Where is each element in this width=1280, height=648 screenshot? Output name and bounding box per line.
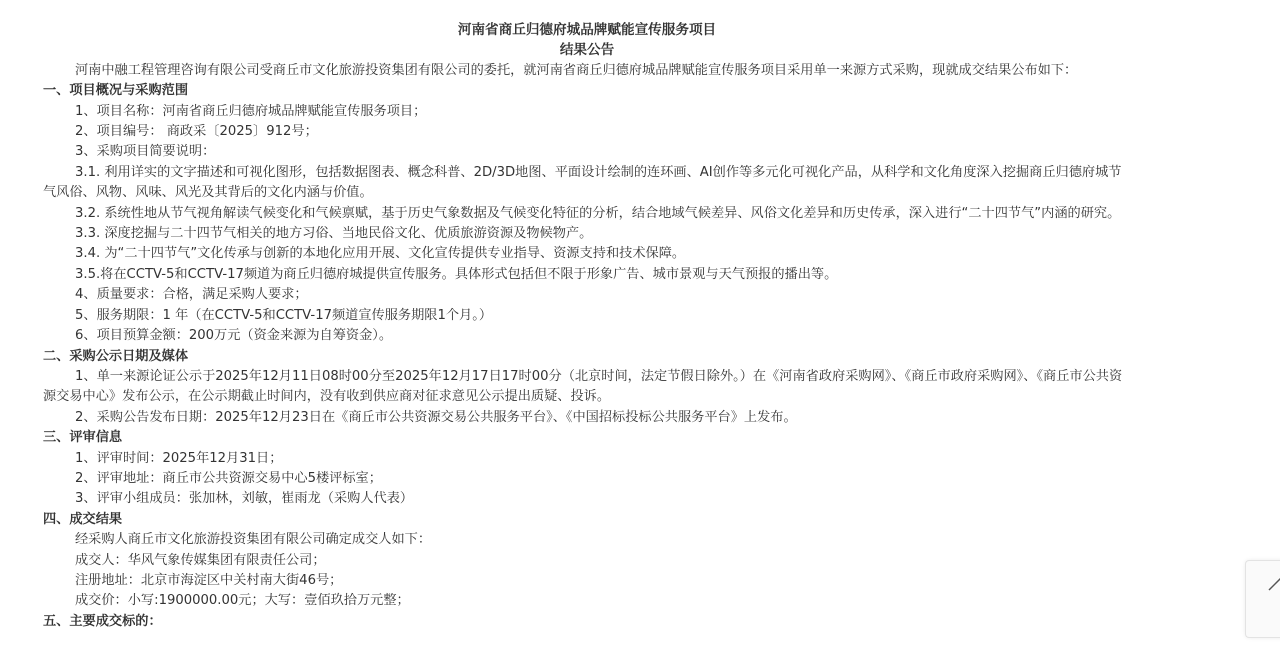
- section-3-heading: 三、评审信息: [43, 430, 123, 446]
- s4-price: 成交价：小写:1900000.00元；大写：壹佰玖拾万元整；: [75, 593, 410, 609]
- s3-item-1: 1、评审时间：2025年12月31日；: [75, 450, 283, 466]
- s1-paragraph-3-2: 3.2. 系统性地从节气视角解读气候变化和气候禀赋，基于历史气象数据及气候变化特征的分析，结合地域气候差异、风俗文化差异和历史传承，深入进行“二十四节气”内涵的研究。: [75, 205, 1121, 221]
- s1-paragraph-3-4: 3.4. 为“二十四节气”文化传承与创新的本地化应用开展、文化宣传提供专业指导、资源支持和技术保障。: [75, 246, 686, 262]
- arrow-up-icon: [1268, 577, 1280, 591]
- section-4-heading: 四、成交结果: [43, 511, 123, 527]
- s1-item-6: 6、项目预算金额：200万元（资金来源为自筹资金）。: [75, 328, 393, 344]
- section-2-heading: 二、采购公示日期及媒体: [43, 348, 189, 364]
- s4-line-1: 经采购人商丘市文化旅游投资集团有限公司确定成交人如下：: [75, 532, 432, 548]
- s3-item-2: 2、评审地址：商丘市公共资源交易中心5楼评标室；: [75, 470, 382, 486]
- s1-item-4: 4、质量要求：合格，满足采购人要求；: [75, 287, 308, 303]
- s2-item-2: 2、采购公告发布日期：2025年12月23日在《商丘市公共资源交易公共服务平台》、《中国招标投标公共服务平台》上发布。: [75, 409, 797, 425]
- s4-winner: 成交人：华风气象传媒集团有限责任公司；: [75, 552, 326, 568]
- announcement-title: [43, 20, 1131, 61]
- title-result-notice: 结果公告: [559, 42, 615, 59]
- section-1-heading: 一、项目概况与采购范围: [43, 83, 189, 99]
- back-to-top-button[interactable]: [1245, 560, 1280, 638]
- s2-item-1: 1、单一来源论证公示于2025年12月11日08时00分至2025年12月17日17时00分（北京时间，法定节假日除外。）在《河南省政府采购网》、《商丘市政府采购网》、《商丘市公共资源交易中心》发布公示，在公示期截止时间内，没有收到供应商对征求意见公示提出质疑、投诉。: [43, 368, 1123, 405]
- announcement-document: [43, 20, 1131, 632]
- s1-paragraph-3-5: 3.5.将在CCTV-5和CCTV-17频道为商丘归德府城提供宣传服务。具体形式包括但不限于形象广告、城市景观与天气预报的播出等。: [75, 266, 838, 282]
- s1-item-5: 5、服务期限：1 年（在CCTV-5和CCTV-17频道宣传服务期限1个月。）: [75, 307, 493, 323]
- s1-paragraph-3-1: 3.1. 利用详实的文字描述和可视化图形，包括数据图表、概念科普、2D/3D地图、平面设计绘制的连环画、AI创作等多元化可视化产品，从科学和文化角度深入挖掘商丘归德府城节气风俗、风物、风味、风光及其背后的文化内涵与价值。: [43, 164, 1122, 201]
- intro-paragraph: 河南中融工程管理咨询有限公司受商丘市文化旅游投资集团有限公司的委托，就河南省商丘归德府城品牌赋能宣传服务项目采用单一来源方式采购，现就成交结果公布如下：: [75, 62, 1078, 78]
- s1-paragraph-3-3: 3.3. 深度挖掘与二十四节气相关的地方习俗、当地民俗文化、优质旅游资源及物候物产。: [75, 226, 593, 242]
- s1-item-2: 2、项目编号： 商政采〔2025〕912号；: [75, 124, 318, 140]
- s3-item-3: 3、评审小组成员：张加林，刘敏，崔雨龙（采购人代表）: [75, 491, 414, 507]
- s1-item-3: 3、采购项目简要说明：: [75, 144, 216, 160]
- title-project-name: 河南省商丘归德府城品牌赋能宣传服务项目: [457, 22, 717, 38]
- s4-address: 注册地址：北京市海淀区中关村南大街46号；: [75, 572, 343, 588]
- section-5-heading: 五、主要成交标的：: [43, 613, 162, 629]
- s1-item-1: 1、项目名称：河南省商丘归德府城品牌赋能宣传服务项目；: [75, 103, 427, 119]
